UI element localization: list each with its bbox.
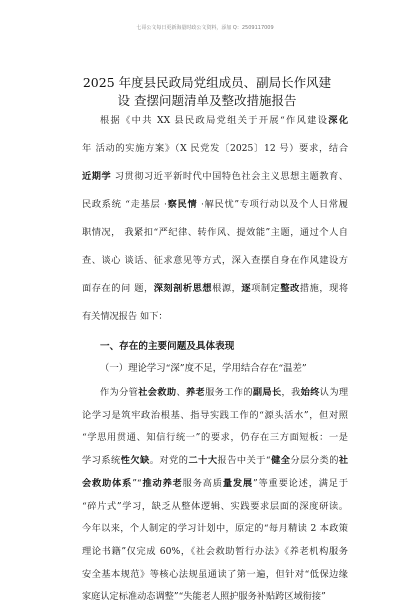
text-line [82,477,348,491]
text-run: 学习系统 [82,455,121,467]
text-run: 整改 [280,283,300,294]
text-run: 社会救助 [138,387,177,398]
text-run: 健全 [270,455,291,467]
text-run: 会救助体系 [82,477,133,489]
text-run: 近期学 [82,171,112,182]
text-run: 有关情况报告 如下： [82,311,168,322]
text-run: “学思用贯通、知信行统一”的要求，仍存在三方面短板：一是 [82,432,348,444]
text-run: 根源， [212,283,242,294]
text-run: 职情况， 我紧扣“严纪律、转作风、提效能”主题，通过个人自 [82,227,348,238]
text-run: 报告中关于“ [217,455,271,467]
title-line-2: 设 查摆问题清单及整改措施报告 [117,93,297,108]
section-heading-1: 一、存在的主要问题及具体表现 [100,341,235,352]
text-run: 二十大 [188,455,218,467]
text-run: 、 [176,387,186,398]
text-run: 养老 [162,477,183,489]
text-run: ·解民忧”专项行动以及个人日常履 [197,199,348,210]
title-line-1: 2025 年度县民政局党组成员、副局长作风建 [82,75,332,90]
text-line [82,431,348,445]
text-run: 逐 [241,283,252,294]
text-line [82,545,348,559]
text-line [82,454,348,468]
subsection-heading-1: （一）理论学习“深”度不足，学用结合存在“温差” [100,363,307,374]
text-run: “碎片式”学习，缺乏从整体逻辑、实践要求层面的深度研读。 [82,500,348,512]
text-line [100,386,348,400]
text-run: 分层分类的 [290,455,339,467]
text-line [82,522,348,536]
text-run: ”“ [132,477,142,489]
text-run: 查、谈心 谈话、征求意见等方式，深入查摆自身在作风建设方 [82,255,348,266]
text-run: 家庭认定标准动态调整”“失能老人照护服务补贴跨区域衔接” [82,591,326,603]
document-title [44,74,370,110]
text-run: 年 [82,143,92,154]
text-line [82,254,348,268]
text-line [82,568,348,582]
text-run: 理论书籍”仅完成 60%，《社会救助暂行办法》《养老机构服务 [82,545,348,557]
text-line [82,226,348,240]
text-run: 养老 [186,387,206,398]
text-run: 察民情 [166,199,198,210]
text-run: 认为理 [319,387,348,398]
text-run: 民政系统 “走基层 · [82,199,167,210]
text-line [82,500,348,514]
text-run: 深化 [328,115,348,126]
text-run: 服务高质 [182,477,223,489]
text-line [100,114,348,128]
text-run: 措施，现将 [299,283,348,294]
text-run: 推动 [141,477,163,489]
text-run: 活动的实施方案》（X 民党发〔2025〕12 号）要求，结合 [91,143,348,154]
text-run: 深刻剖析思想 [153,283,213,294]
text-line [82,590,348,604]
text-run: 社 [338,455,348,467]
text-run: 量发展 [222,477,253,489]
text-line [82,142,348,156]
text-run: 服务工作的 [205,387,253,398]
text-run: 始终 [300,387,320,398]
text-run: 性欠缺 [120,455,150,467]
text-line [82,198,348,212]
text-line [82,282,348,296]
text-run: 根据《中共 XX 县民政局党组关于开展“作风建设 [100,115,329,126]
text-run: 项制定 [251,283,281,294]
text-run: 面存在的问 题， [82,283,154,294]
text-line [82,170,348,184]
text-run: 副局长 [252,387,282,398]
text-run: 论学习是筑牢政治根基、指导实践工作的“源头活水”，但对照 [82,409,348,421]
text-run: 习贯彻习近平新时代中国特色社会主义思想主题教育、 [111,171,348,182]
watermark: 七哥公文每日更新海量时政公文资料，添加 Q：2509117009 [136,25,274,31]
text-line [82,310,348,324]
text-run: 今年以来，个人制定的学习计划中，原定的“每月精读 2 本政策 [82,523,348,535]
text-run: 。对党的 [149,455,189,467]
text-run: 作为分管 [100,387,139,398]
text-run: ，我 [281,387,301,398]
text-run: ”等重要论述，满足于 [252,477,348,489]
text-run: 安全基本规范》等核心法规虽通读了第一遍，但针对“低保边缘 [82,568,348,580]
text-line [82,409,348,423]
